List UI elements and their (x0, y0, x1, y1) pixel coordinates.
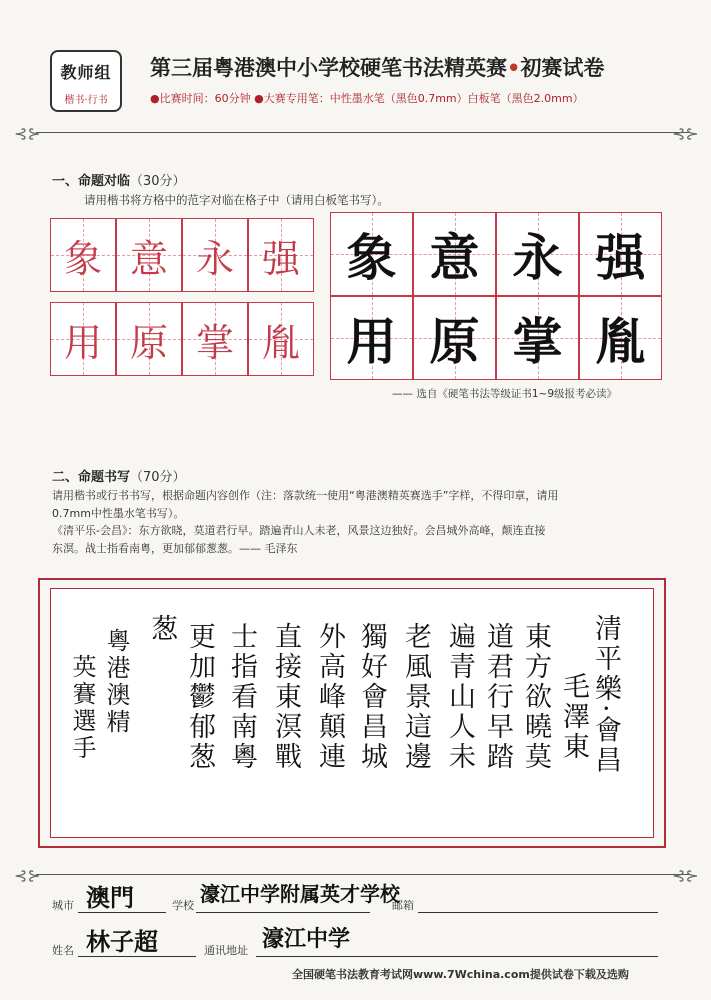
page-title (150, 52, 604, 82)
artwork-column: 老風景這邊 (400, 622, 431, 772)
group-badge (50, 50, 122, 112)
name-label: 姓名 (52, 944, 74, 957)
section2-points: （70分） (130, 470, 186, 485)
artwork-column: 葱 (146, 614, 177, 644)
copy-cell[interactable] (330, 296, 413, 380)
title-main: 第三届粤港澳中小学校硬笔书法精英赛 (150, 56, 507, 80)
divider-bottom (36, 874, 690, 875)
artwork-column: 更加鬱郁葱 (184, 622, 215, 772)
model-cell (248, 218, 314, 292)
copy-cell[interactable] (579, 212, 662, 296)
copy-char: 象 (346, 228, 397, 287)
artwork-column: 遍青山人未 (444, 622, 475, 772)
bullet-icon: ● (254, 92, 264, 105)
artwork-column: 獨好會昌城 (356, 622, 387, 772)
school-value: 濠江中学附属英才学校 (200, 882, 400, 906)
bullet-icon: ● (150, 92, 160, 105)
name-value: 林子超 (86, 927, 158, 956)
school-line[interactable] (196, 912, 370, 913)
swirl-ornament-icon: ⊰⊱ (14, 124, 41, 143)
model-char: 掌 (195, 320, 234, 365)
signature-column: 粵港澳精 (102, 628, 130, 736)
artwork-title-column: 清平樂·會昌 (590, 614, 621, 776)
copy-char: 意 (429, 228, 480, 287)
postcode-line[interactable] (418, 912, 658, 913)
model-cell (50, 218, 116, 292)
pen-info: 大赛专用笔：中性墨水笔（黑色0.7mm）白板笔（黑色2.0mm） (263, 92, 584, 105)
section1-instruction: 请用楷书将方格中的范字对临在格子中（请用白板笔书写）。 (84, 193, 389, 207)
address-value: 濠江中学 (262, 926, 351, 952)
section2-heading (52, 466, 186, 485)
copy-cell[interactable] (579, 296, 662, 380)
copy-char: 掌 (512, 312, 563, 371)
exam-info (150, 90, 584, 106)
section1-heading (52, 170, 186, 189)
model-char: 永 (195, 236, 234, 281)
artwork-author-column: 毛澤東 (558, 672, 589, 762)
swirl-ornament-icon: ⊰⊱ (672, 124, 699, 143)
title-dot: • (507, 56, 521, 80)
badge-sub: 楷书·行书 (64, 95, 108, 106)
section2-title: 二、命题书写 (52, 470, 131, 485)
model-cell (50, 302, 116, 376)
artwork-column: 士指看南粵 (226, 622, 257, 772)
name-line[interactable] (78, 956, 196, 957)
model-char: 原 (129, 320, 168, 365)
model-char: 意 (129, 236, 168, 281)
copy-cell[interactable] (496, 212, 579, 296)
poem-text: 《清平乐-会昌》：东方欲晓，莫道君行早。踏遍青山人未老，风景这边独好。会昌城外高峰，颠连直接 (52, 524, 546, 537)
artwork-column: 道君行早踏 (482, 622, 513, 772)
copy-char: 胤 (595, 312, 646, 371)
source-note: —— 选自《硬笔书法等级证书1~9级报考必读》 (392, 388, 617, 400)
model-cell (116, 302, 182, 376)
model-cell (182, 218, 248, 292)
copy-cell[interactable] (330, 212, 413, 296)
copy-char: 原 (429, 312, 480, 371)
divider-top (36, 132, 690, 133)
city-value: 澳門 (86, 883, 134, 912)
model-cell (116, 218, 182, 292)
badge-main: 教师组 (60, 63, 112, 82)
title-suffix: 初赛试卷 (520, 56, 605, 80)
section2-instruction: 请用楷书或行书书写，根据命题内容创作（注：落款统一使用“粤港澳精英赛选手”字样，不得印章，请用 (52, 489, 559, 502)
exam-time: 比赛时间：60分钟 (159, 92, 251, 105)
model-char: 强 (261, 236, 300, 281)
artwork-column: 外高峰顛連 (314, 622, 345, 772)
poem-text-cont: 东溟。战士指看南粤，更加郁郁葱葱。—— 毛泽东 (52, 542, 298, 555)
copy-cell[interactable] (496, 296, 579, 380)
address-label: 通讯地址 (204, 944, 248, 957)
copy-char: 永 (512, 228, 563, 287)
city-label: 城市 (52, 899, 74, 912)
model-cell (182, 302, 248, 376)
copy-cell[interactable] (413, 296, 496, 380)
copy-char: 用 (346, 312, 397, 371)
artwork-column: 直接東溟戰 (270, 622, 301, 772)
website-credit: 全国硬笔书法教育考试网www.7Wchina.com提供试卷下载及选购 (292, 968, 629, 981)
swirl-ornament-icon: ⊰⊱ (672, 866, 699, 885)
section2-instruction-cont: 0.7mm中性墨水笔书写）。 (52, 507, 185, 520)
city-line[interactable] (78, 912, 166, 913)
artwork-column: 東方欲曉莫 (520, 622, 551, 772)
copy-cell[interactable] (413, 212, 496, 296)
signature-column: 英賽選手 (68, 654, 96, 762)
school-label: 学校 (172, 899, 194, 912)
model-char: 用 (63, 320, 102, 365)
section1-title: 一、命题对临 (52, 174, 131, 189)
copy-char: 强 (595, 228, 646, 287)
address-line[interactable] (256, 956, 658, 957)
model-char: 象 (63, 236, 102, 281)
swirl-ornament-icon: ⊰⊱ (14, 866, 41, 885)
section1-points: （30分） (130, 174, 186, 189)
model-char: 胤 (261, 320, 300, 365)
postcode-label: 邮箱 (392, 899, 414, 912)
model-cell (248, 302, 314, 376)
